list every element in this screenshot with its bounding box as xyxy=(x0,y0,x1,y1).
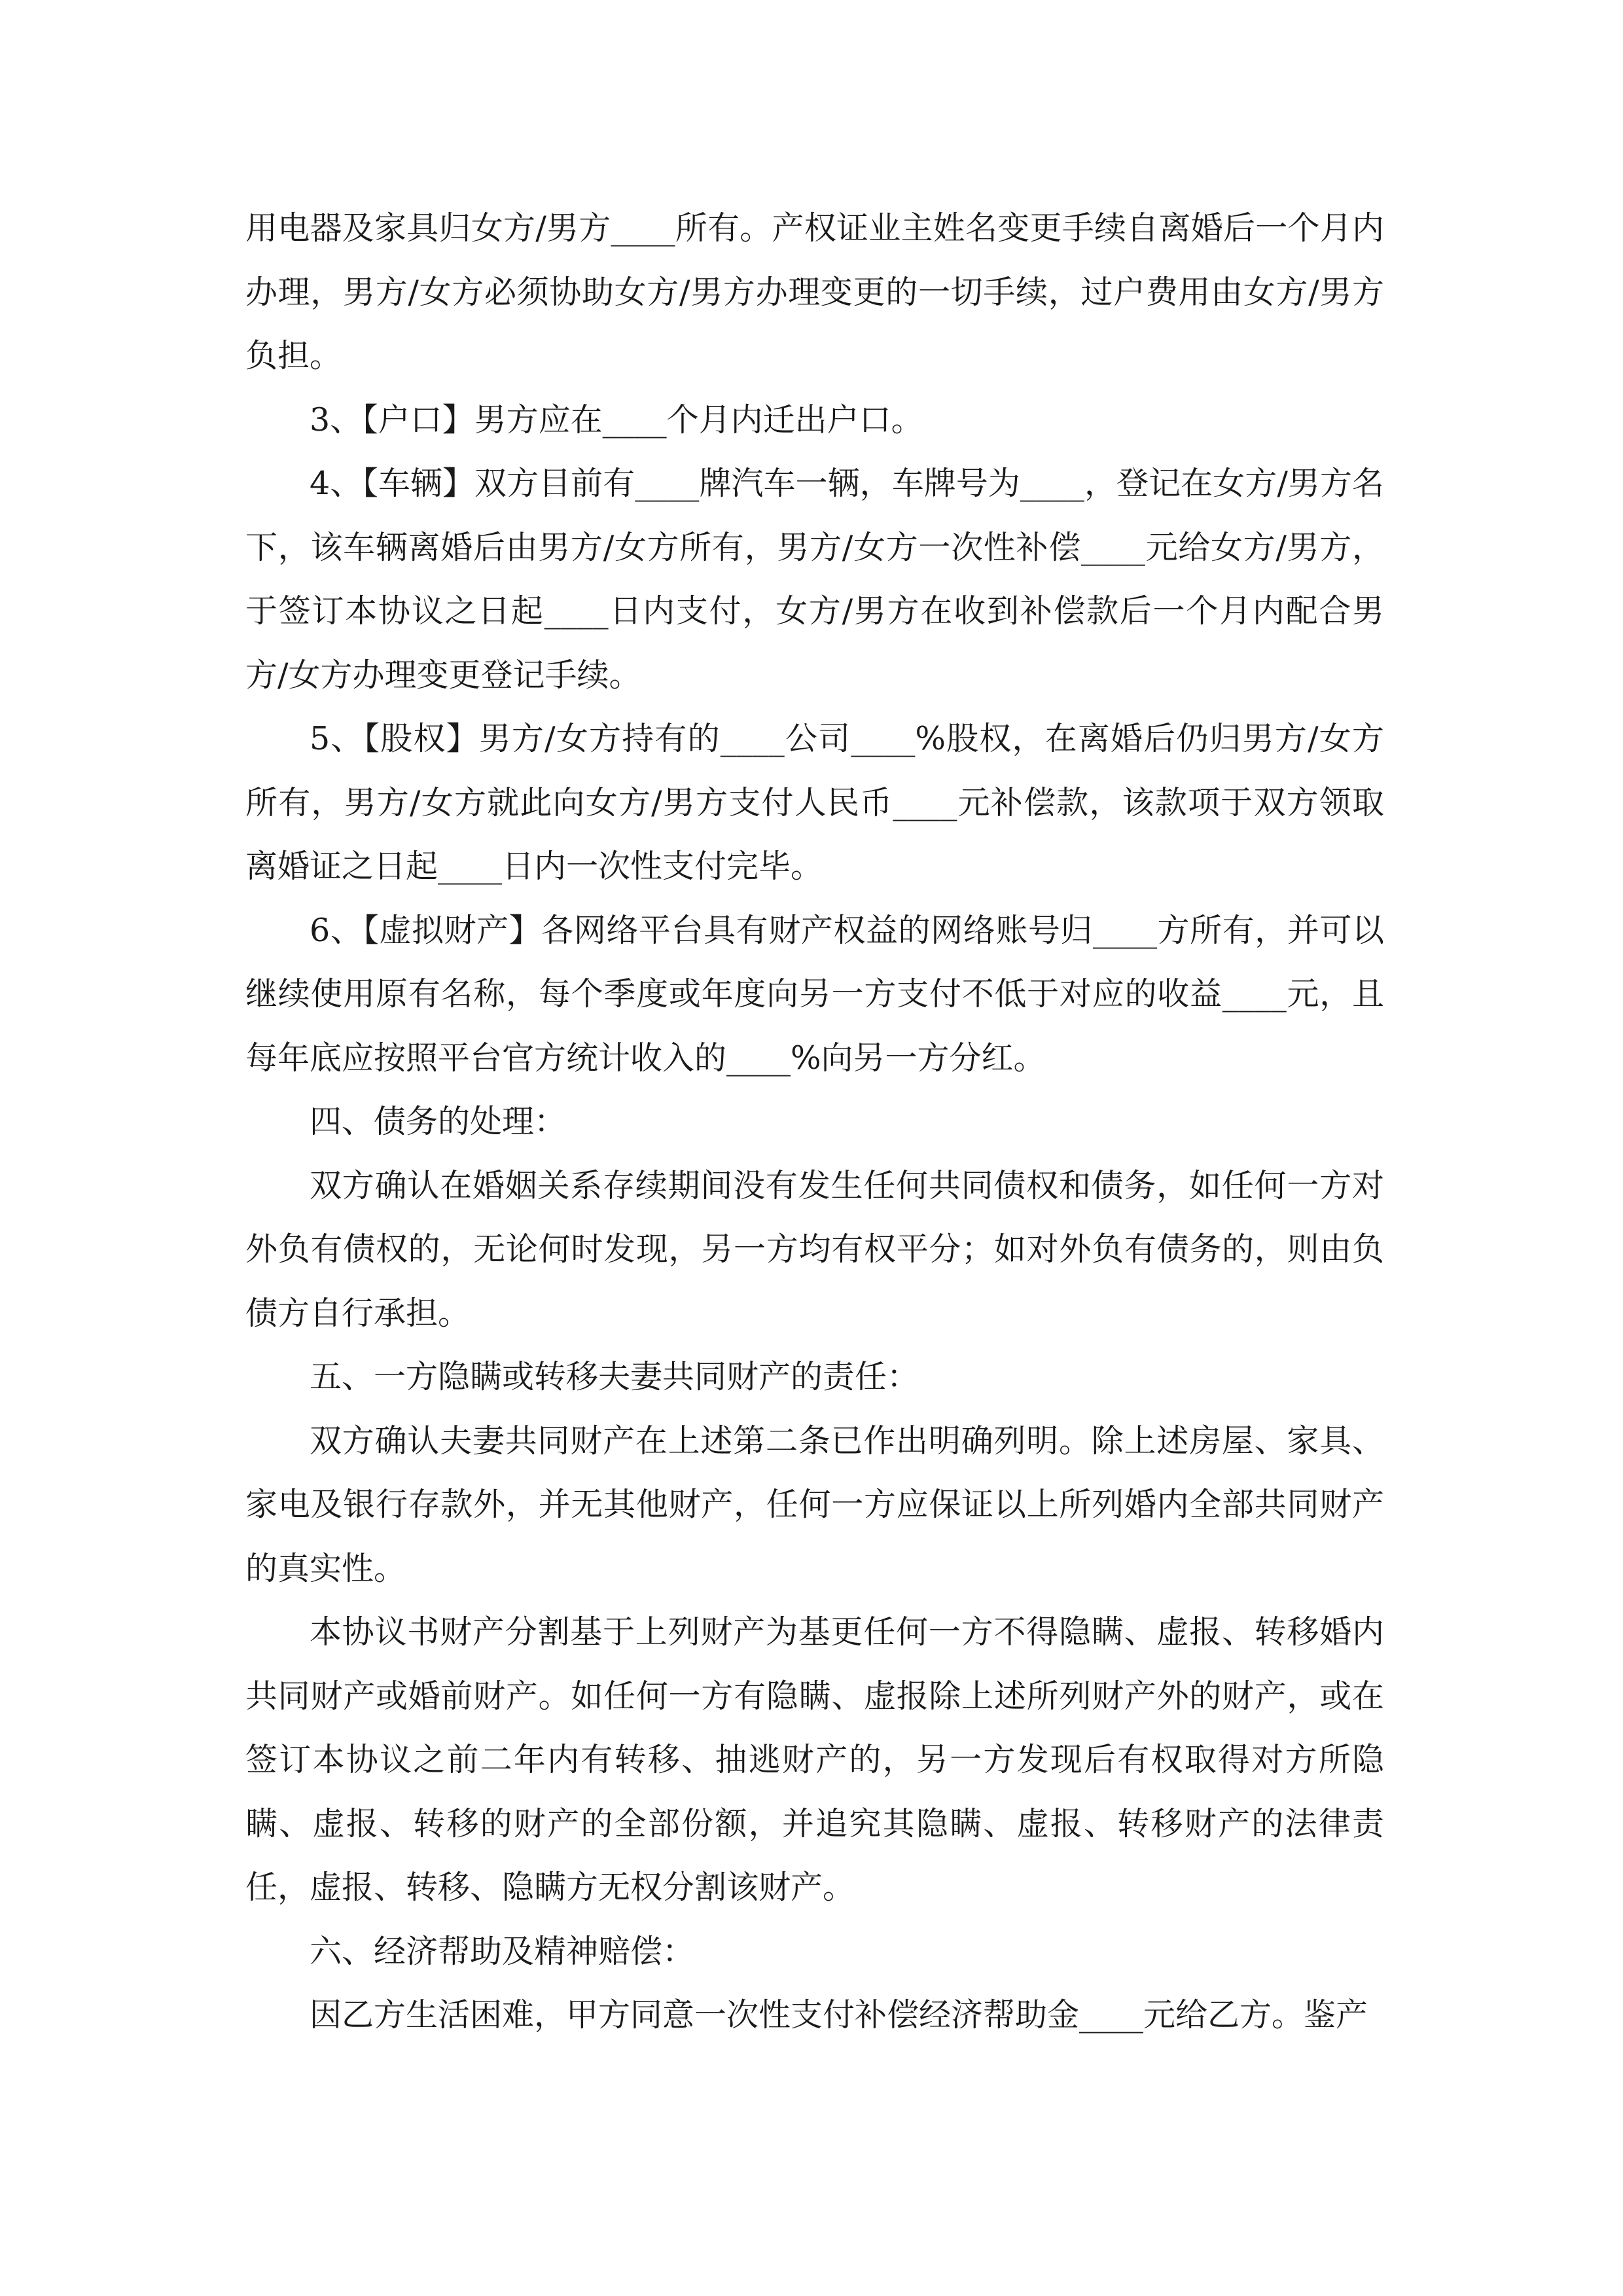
paragraph-item-5-equity: 5、【股权】男方/女方持有的____公司____%股权，在离婚后仍归男方/女方所有，男方/女方就此向女方/男方支付人民币____元补偿款，该款项于双方领取离婚证之日起____日内一次性支付完毕。 xyxy=(245,720,1384,885)
paragraph-item-3-household: 3、【户口】男方应在____个月内迁出户口。 xyxy=(310,401,923,439)
paragraph-debts: 双方确认在婚姻关系存续期间没有发生任何共同债权和债务，如任何一方对外负有债权的，无论何时发现，另一方均有权平分；如对外负有债务的，则由负债方自行承担。 xyxy=(245,1166,1384,1332)
paragraph-concealment-1: 双方确认夫妻共同财产在上述第二条已作出明确列明。除上述房屋、家具、家电及银行存款外，并无其他财产，任何一方应保证以上所列婚内全部共同财产的真实性。 xyxy=(245,1422,1384,1587)
paragraph-property-continued: 用电器及家具归女方/男方____所有。产权证业主姓名变更手续自离婚后一个月内办理，男方/女方必须协助女方/男方办理变更的一切手续，过户费用由女方/男方负担。 xyxy=(245,209,1384,374)
paragraph-concealment-2: 本协议书财产分割基于上列财产为基更任何一方不得隐瞒、虚报、转移婚内共同财产或婚前财产。如任何一方有隐瞒、虚报除上述所列财产外的财产，或在签订本协议之前二年内有转移、抽逃财产的，另一方发现后有权取得对方所隐瞒、虚报、转移的财产的全部份额，并追究其隐瞒、虚报、转移财产的法律责任，虚报、转移、隐瞒方无权分割该财产。 xyxy=(245,1613,1384,1906)
section-heading-economic-assistance: 六、经济帮助及精神赔偿： xyxy=(310,1932,695,1970)
document-body xyxy=(245,196,1384,2047)
section-heading-debts: 四、债务的处理： xyxy=(310,1103,567,1140)
section-heading-concealment: 五、一方隐瞒或转移夫妻共同财产的责任： xyxy=(310,1358,919,1395)
paragraph-item-4-vehicle: 4、【车辆】双方目前有____牌汽车一辆，车牌号为____，登记在女方/男方名下，该车辆离婚后由男方/女方所有，男方/女方一次性补偿____元给女方/男方，于签订本协议之日起____日内支付，女方/男方在收到补偿款后一个月内配合男方/女方办理变更登记手续。 xyxy=(245,465,1384,694)
paragraph-item-6-virtual-property: 6、【虚拟财产】各网络平台具有财产权益的网络账号归____方所有，并可以继续使用原有名称，每个季度或年度向另一方支付不低于对应的收益____元，且每年底应按照平台官方统计收入的____%向另一方分红。 xyxy=(245,911,1384,1077)
paragraph-economic-assistance: 因乙方生活困难，甲方同意一次性支付补偿经济帮助金____元给乙方。鉴产 xyxy=(310,1996,1368,2034)
